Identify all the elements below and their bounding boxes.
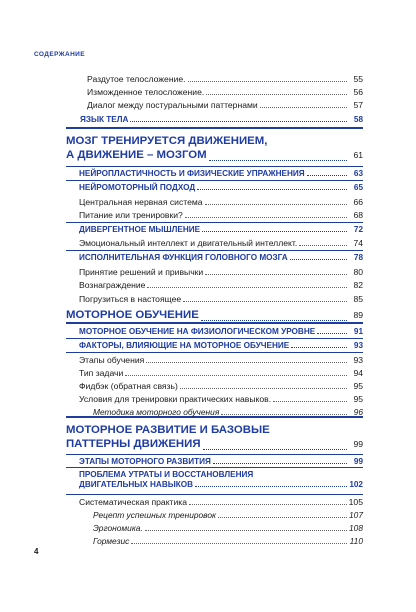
toc-entry-title: Диалог между постуральными паттернами (87, 100, 258, 110)
toc-entry[interactable] (79, 327, 363, 336)
toc-entry-page: 110 (349, 536, 363, 546)
section-divider (66, 250, 363, 251)
dot-leader (218, 517, 347, 518)
toc-entry-page: 105 (348, 497, 363, 507)
toc-entry-title: МОТОРНОЕ ОБУЧЕНИЕ (66, 309, 199, 321)
toc-entry-title: ЭТАПЫ МОТОРНОГО РАЗВИТИЯ (79, 457, 211, 466)
toc-header: СОДЕРЖАНИЕ (34, 51, 85, 58)
toc-entry[interactable] (79, 341, 363, 350)
toc-entry-title: МОЗГ ТРЕНИРУЕТСЯ ДВИЖЕНИЕМ, (66, 135, 268, 147)
toc-entry-title: МОТОРНОЕ ОБУЧЕНИЕ НА ФИЗИОЛОГИЧЕСКОМ УРОВНЕ (79, 327, 316, 336)
toc-entry-title: Систематическая практика (79, 497, 188, 507)
section-divider (66, 127, 363, 129)
dot-leader (146, 362, 347, 363)
toc-entry-line1 (79, 470, 253, 479)
toc-entry[interactable] (93, 510, 363, 520)
dot-leader (197, 189, 347, 190)
toc-entry-title: Принятие решений и привычки (79, 267, 204, 277)
toc-entry-page: 95 (353, 394, 363, 404)
toc-entry-title: Эргономика. (93, 523, 143, 533)
toc-entry[interactable] (79, 225, 363, 234)
dot-leader (317, 333, 347, 334)
toc-entry-title: Питание или тренировки? (79, 210, 183, 220)
toc-entry-page: 63 (353, 169, 363, 178)
toc-entry[interactable] (79, 381, 363, 391)
toc-entry-page: 66 (353, 197, 363, 207)
toc-entry-page: 95 (353, 381, 363, 391)
toc-entry[interactable] (87, 87, 363, 97)
dot-leader (260, 107, 347, 108)
toc-entry-page: 57 (353, 100, 363, 110)
dot-leader (145, 530, 347, 531)
toc-entry-title: ПРОБЛЕМА УТРАТЫ И ВОССТАНОВЛЕНИЯ (79, 470, 254, 479)
toc-entry-title: НЕЙРОМОТОРНЫЙ ПОДХОД (79, 183, 196, 192)
toc-entry[interactable] (87, 100, 363, 110)
toc-entry-title: Вознаграждение (79, 280, 146, 290)
toc-entry-page: 58 (353, 115, 363, 124)
toc-entry[interactable] (79, 394, 363, 404)
dot-leader (183, 301, 347, 302)
toc-entry-page: 72 (353, 225, 363, 234)
toc-entry-title: Методика моторного обучения (93, 407, 220, 417)
toc-entry-title: Этапы обучения (79, 355, 145, 365)
toc-entry[interactable] (66, 309, 363, 323)
dot-leader (125, 375, 347, 376)
dot-leader (213, 463, 347, 464)
toc-entry-page: 99 (353, 457, 363, 466)
section-divider (66, 467, 363, 468)
toc-entry-title: НЕЙРОПЛАСТИЧНОСТЬ И ФИЗИЧЕСКИЕ УПРАЖНЕНИЯ (79, 169, 305, 178)
dot-leader (202, 231, 347, 232)
toc-entry-page: 91 (353, 327, 363, 336)
toc-entry[interactable] (66, 149, 363, 163)
toc-entry-page: 93 (353, 355, 363, 365)
toc-entry[interactable] (79, 480, 363, 489)
section-divider (66, 352, 363, 353)
dot-leader (206, 94, 347, 95)
toc-entry-title: ДВИГАТЕЛЬНЫХ НАВЫКОВ (79, 480, 194, 489)
toc-entry[interactable] (79, 253, 363, 262)
section-divider (66, 166, 363, 167)
toc-entry-page: 94 (353, 368, 363, 378)
toc-entry-title: ЯЗЫК ТЕЛА (80, 115, 129, 124)
toc-entry-title: Погрузиться в настоящее (79, 294, 182, 304)
toc-entry[interactable] (79, 368, 363, 378)
toc-entry-title: МОТОРНОЕ РАЗВИТИЕ И БАЗОВЫЕ (66, 424, 270, 436)
toc-entry-page: 78 (353, 253, 363, 262)
toc-entry[interactable] (79, 197, 363, 207)
section-divider (66, 222, 363, 223)
toc-entry-page: 56 (353, 87, 363, 97)
toc-entry-title: Раздутое телосложение. (87, 74, 186, 84)
dot-leader (185, 217, 347, 218)
toc-entry-line1 (66, 424, 270, 438)
toc-entry[interactable] (79, 183, 363, 192)
dot-leader (221, 414, 347, 415)
toc-entry-page: 93 (353, 341, 363, 350)
dot-leader (147, 287, 347, 288)
section-divider (66, 180, 363, 181)
dot-leader (291, 347, 347, 348)
toc-entry[interactable] (79, 210, 363, 220)
toc-entry-page: 107 (349, 510, 363, 520)
page-number: 4 (34, 547, 39, 556)
toc-entry[interactable] (79, 497, 363, 507)
toc-entry-page: 102 (349, 480, 363, 489)
toc-entry[interactable] (80, 115, 363, 124)
toc-entry[interactable] (79, 169, 363, 178)
toc-entry-page: 99 (353, 439, 363, 449)
toc-entry-title: Гормезис (93, 536, 130, 546)
toc-entry[interactable] (93, 523, 363, 533)
toc-entry-page: 96 (353, 407, 363, 417)
dot-leader (205, 204, 347, 205)
dot-leader (209, 160, 347, 161)
toc-entry[interactable] (93, 536, 363, 546)
toc-entry[interactable] (93, 407, 363, 417)
toc-entry[interactable] (79, 355, 363, 365)
dot-leader (203, 449, 347, 450)
toc-entry-page: 74 (353, 238, 363, 248)
dot-leader (189, 504, 347, 505)
dot-leader (201, 320, 347, 321)
dot-leader (290, 259, 347, 260)
dot-leader (195, 486, 347, 487)
toc-entry-title: Изможденное телосложение. (87, 87, 205, 97)
section-divider (66, 454, 363, 455)
toc-entry-title: Рецепт успешных тренировок (93, 510, 216, 520)
toc-entry-title: Эмоциональный интеллект и двигательный интеллект. (79, 238, 298, 248)
toc-entry-page: 82 (353, 280, 363, 290)
toc-entry-page: 65 (353, 183, 363, 192)
section-divider (66, 338, 363, 339)
toc-entry-title: Фидбэк (обратная связь) (79, 381, 178, 391)
dot-leader (307, 175, 347, 176)
toc-entry-title: А ДВИЖЕНИЕ – МОЗГОМ (66, 149, 207, 161)
toc-entry-line1 (66, 135, 267, 149)
toc-entry[interactable] (87, 74, 363, 84)
dot-leader (131, 543, 347, 544)
toc-entry-title: Тип задачи (79, 368, 124, 378)
toc-entry[interactable] (66, 438, 363, 452)
toc-entry[interactable] (79, 294, 363, 304)
toc-entry-page: 89 (353, 310, 363, 320)
dot-leader (273, 401, 347, 402)
toc-entry-page: 108 (349, 523, 363, 533)
dot-leader (188, 81, 347, 82)
toc-entry-title: Условия для тренировки практических навыков. (79, 394, 272, 404)
toc-entry-page: 61 (353, 150, 363, 160)
toc-entry[interactable] (79, 267, 363, 277)
dot-leader (205, 274, 347, 275)
dot-leader (299, 245, 347, 246)
toc-entry[interactable] (79, 457, 363, 466)
toc-entry-page: 68 (353, 210, 363, 220)
dot-leader (180, 388, 347, 389)
toc-entry-page: 85 (353, 294, 363, 304)
toc-entry-page: 80 (353, 267, 363, 277)
toc-entry[interactable] (79, 280, 363, 290)
toc-entry-title: ПАТТЕРНЫ ДВИЖЕНИЯ (66, 438, 201, 450)
section-divider (66, 494, 363, 495)
toc-entry-title: Центральная нервная система (79, 197, 203, 207)
toc-entry-page: 55 (353, 74, 363, 84)
dot-leader (130, 121, 347, 122)
toc-entry-title: ФАКТОРЫ, ВЛИЯЮЩИЕ НА МОТОРНОЕ ОБУЧЕНИЕ (79, 341, 290, 350)
toc-entry-title: ИСПОЛНИТЕЛЬНАЯ ФУНКЦИЯ ГОЛОВНОГО МОЗГА (79, 253, 288, 262)
toc-entry-title: ДИВЕРГЕНТНОЕ МЫШЛЕНИЕ (79, 225, 201, 234)
toc-entry[interactable] (79, 238, 363, 248)
